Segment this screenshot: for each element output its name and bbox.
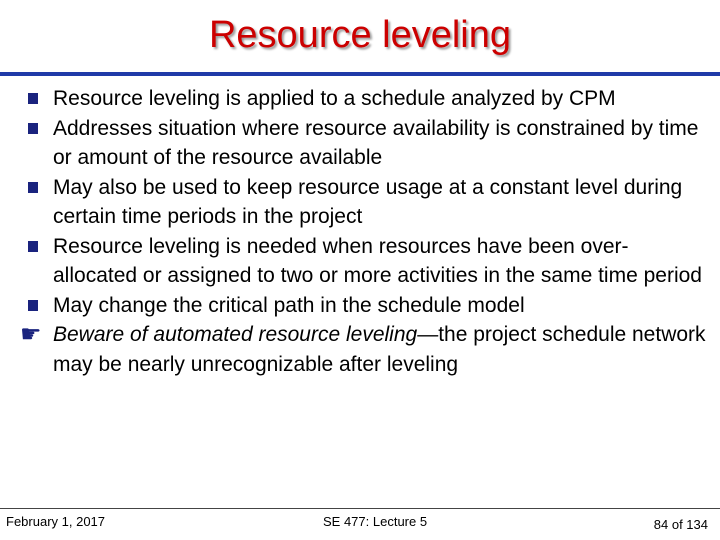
bullet-text: Resource leveling is applied to a schedule analyzed by CPM — [53, 87, 616, 110]
footer-divider — [0, 508, 720, 509]
bullet-text: May change the critical path in the schedule model — [53, 293, 525, 317]
square-bullet-icon — [28, 300, 38, 311]
title-divider — [0, 72, 720, 76]
footer-course: SE 477: Lecture 5 — [323, 514, 428, 529]
slide-title: Resource leveling — [208, 14, 512, 56]
note-item — [20, 320, 708, 379]
bullet-item — [28, 84, 708, 114]
bullet-item — [28, 114, 708, 173]
bullet-text: Resource leveling is needed when resources have been over-allocated or assigned to two or more activities in the same time period — [53, 234, 702, 287]
bullet-text: Addresses situation where resource availability is constrained by time or amount of the resource available — [53, 116, 699, 169]
footer-page-number: 84 of 134 — [653, 517, 708, 532]
square-bullet-icon — [28, 123, 38, 134]
square-bullet-icon — [28, 241, 38, 252]
footer-date: February 1, 2017 — [6, 514, 106, 529]
bullet-item — [28, 291, 708, 321]
bullet-list — [20, 84, 708, 379]
note-text: —the project schedule network may be nearly unrecognizable after leveling — [53, 323, 706, 376]
square-bullet-icon — [28, 182, 38, 193]
bullet-text: May also be used to keep resource usage at a constant level during certain time periods in the project — [53, 175, 683, 228]
bullet-item — [28, 173, 708, 232]
note-italic-text: Beware of automated resource leveling — [53, 323, 418, 346]
bullet-item — [28, 232, 708, 291]
square-bullet-icon — [28, 93, 38, 104]
pointing-hand-icon: ☛ — [20, 321, 42, 348]
